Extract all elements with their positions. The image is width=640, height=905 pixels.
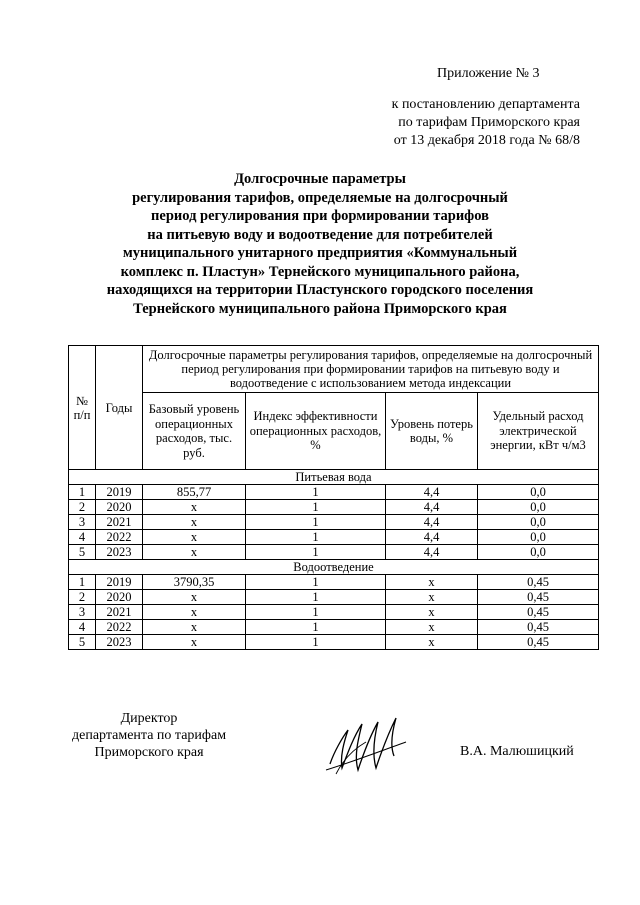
table-row [69,530,599,545]
table-cell: 1 [246,605,386,620]
table-cell: 2020 [96,590,143,605]
table-cell: 2 [69,590,96,605]
table-cell: х [386,620,478,635]
resolution-reference [392,96,580,150]
table-cell: х [386,590,478,605]
table-cell: 1 [246,545,386,560]
table-cell: 2021 [96,515,143,530]
table-cell: 2023 [96,545,143,560]
table-cell: 0,0 [478,530,599,545]
signer-title-line: Директор [120,711,178,726]
title-line: период регулирования при формировании тарифов [151,208,489,224]
table-cell: 855,77 [143,485,246,500]
title-line: Долгосрочные параметры [234,171,406,187]
table-cell: 4 [69,620,96,635]
table-cell: 1 [246,485,386,500]
section-title: Питьевая вода [69,470,599,485]
resolution-line: от 13 декабря 2018 года № 68/8 [393,133,580,148]
table-cell: 1 [246,635,386,650]
table-cell: 0,0 [478,485,599,500]
table-cell: 2022 [96,530,143,545]
table-cell: 4,4 [386,485,478,500]
table-cell: 3 [69,515,96,530]
table-cell: 2022 [96,620,143,635]
table-cell: 0,45 [478,635,599,650]
header-base-opex: Базовый уровень операционных расходов, тыс. руб. [143,393,246,470]
table-cell: 3 [69,605,96,620]
table-row [69,635,599,650]
title-line: регулирования тарифов, определяемые на долгосрочный [132,189,508,206]
section-title: Водоотведение [69,560,599,575]
header-number: № п/п [69,346,96,470]
table-row [69,620,599,635]
signer-name: В.А. Малюшицкий [460,744,574,759]
table-cell: 1 [246,575,386,590]
header-years: Годы [96,346,143,470]
table-cell: 2019 [96,485,143,500]
table-cell: х [143,635,246,650]
table-cell: 1 [246,500,386,515]
table-cell: 0,45 [478,575,599,590]
table-cell: 2019 [96,575,143,590]
header-energy-consumption: Удельный расход электрической энергии, кВт ч/м3 [478,393,599,470]
table-cell: 2021 [96,605,143,620]
table-cell: 4,4 [386,530,478,545]
table-cell: 0,45 [478,620,599,635]
table-cell: 3790,35 [143,575,246,590]
table-cell: х [386,575,478,590]
table-cell: 2023 [96,635,143,650]
table-row [69,575,599,590]
table-cell: 0,0 [478,515,599,530]
resolution-line: к постановлению департамента [391,97,580,112]
table-row [69,545,599,560]
table-cell: 5 [69,635,96,650]
appendix-label: Приложение № 3 [437,66,540,81]
table-row [69,485,599,500]
table-cell: 1 [69,575,96,590]
table-cell: х [386,635,478,650]
table-cell: 0,45 [478,605,599,620]
signer-title-line: департамента по тарифам [72,728,227,743]
table-cell: 1 [246,590,386,605]
table-cell: 0,0 [478,500,599,515]
table-cell: 4,4 [386,515,478,530]
table-row [69,515,599,530]
resolution-line: по тарифам Приморского края [398,115,580,130]
section-row [69,470,599,485]
table-row [69,590,599,605]
table-cell: 1 [246,620,386,635]
table-cell: х [143,530,246,545]
table-row [69,605,599,620]
table-cell: 1 [246,515,386,530]
header-water-loss: Уровень потерь воды, % [386,393,478,470]
signer-title [72,710,226,761]
table-cell: 5 [69,545,96,560]
title-line: комплекс п. Пластун» Тернейского муниципального района, [120,263,520,280]
table-cell: 2 [69,500,96,515]
handwritten-signature [322,712,412,778]
header-group: Долгосрочные параметры регулирования тарифов, определяемые на долгосрочный период регулирования при формировании тарифов на питьевую воду и водоотведение с использованием метода индексации [143,346,599,393]
table-cell: 1 [69,485,96,500]
document-title [60,170,580,318]
title-line: Тернейского муниципального района Приморского края [133,300,507,317]
table-cell: х [143,545,246,560]
table-cell: 1 [246,530,386,545]
table-cell: 4,4 [386,545,478,560]
table-cell: х [143,500,246,515]
table-cell: х [143,620,246,635]
table-cell: 4,4 [386,500,478,515]
table-cell: 0,45 [478,590,599,605]
header-efficiency-index: Индекс эффективности операционных расходов, % [246,393,386,470]
signer-title-line: Приморского края [94,745,204,760]
table-row [69,500,599,515]
parameters-table [68,345,599,650]
table-cell: х [143,590,246,605]
section-row [69,560,599,575]
table-cell: 2020 [96,500,143,515]
title-line: находящихся на территории Пластунского городского поселения [106,282,534,298]
table-cell: 4 [69,530,96,545]
table-cell: 0,0 [478,545,599,560]
table-cell: х [386,605,478,620]
table-cell: х [143,605,246,620]
table-cell: х [143,515,246,530]
title-line: муниципального унитарного предприятия «Коммунальный [122,245,518,261]
title-line: на питьевую воду и водоотведение для потребителей [147,226,493,243]
